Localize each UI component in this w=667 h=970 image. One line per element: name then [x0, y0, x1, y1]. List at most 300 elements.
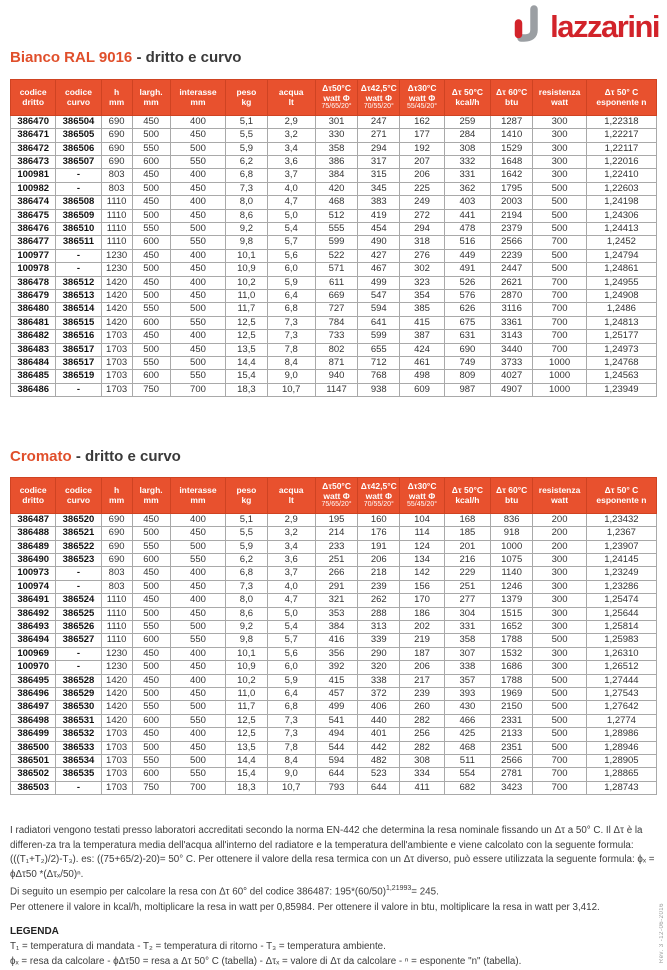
value-cell: 1703 [101, 768, 132, 781]
value-cell: 315 [358, 169, 400, 182]
value-cell: 1230 [101, 263, 132, 276]
value-cell: 1,24768 [586, 357, 656, 370]
table-row [11, 634, 657, 647]
value-cell: 266 [315, 567, 357, 580]
codice-dritto-cell: 386496 [11, 688, 56, 701]
lazzarini-logo-icon [511, 5, 543, 48]
value-cell: 599 [358, 330, 400, 343]
table-row [11, 370, 657, 383]
value-cell: 1,26310 [586, 647, 656, 660]
value-cell: 500 [533, 728, 587, 741]
table-row [11, 223, 657, 236]
value-cell: 320 [358, 661, 400, 674]
legend-block [10, 924, 660, 969]
value-cell: 490 [358, 236, 400, 249]
bianco-table [10, 79, 657, 397]
value-cell: 372 [358, 688, 400, 701]
value-cell: 1110 [101, 223, 132, 236]
table-row [11, 741, 657, 754]
value-cell: 500 [132, 661, 170, 674]
value-cell: 555 [315, 223, 357, 236]
codice-curvo-cell: - [56, 580, 101, 593]
column-header: peso kg [226, 478, 267, 514]
value-cell: 10,2 [226, 674, 267, 687]
value-cell: 1420 [101, 688, 132, 701]
value-cell: 600 [132, 714, 170, 727]
value-cell: 9,2 [226, 223, 267, 236]
table-row [11, 316, 657, 329]
column-header: Δτ50°C watt Φ 75/65/20° [315, 478, 357, 514]
table-row [11, 513, 657, 526]
table-row [11, 236, 657, 249]
value-cell: 6,8 [267, 701, 315, 714]
value-cell: 1,22016 [586, 155, 656, 168]
example-exponent: 1,21993 [385, 884, 412, 892]
codice-curvo-cell: 386535 [56, 768, 101, 781]
bianco-title-black: - dritto e curvo [132, 49, 242, 66]
value-cell: 300 [533, 142, 587, 155]
column-header: Δτ30°C watt Φ 55/45/20° [400, 80, 444, 116]
value-cell: 803 [101, 182, 132, 195]
value-cell: 411 [400, 781, 444, 794]
value-cell: 690 [101, 142, 132, 155]
value-cell: 544 [315, 741, 357, 754]
value-cell: 3116 [491, 303, 533, 316]
value-cell: 294 [358, 142, 400, 155]
value-cell: 18,3 [226, 781, 267, 794]
value-cell: 500 [533, 674, 587, 687]
value-cell: 500 [170, 621, 226, 634]
value-cell: 5,1 [226, 513, 267, 526]
value-cell: 1,22410 [586, 169, 656, 182]
column-header: peso kg [226, 80, 267, 116]
table-row [11, 209, 657, 222]
column-header: interasse mm [170, 80, 226, 116]
value-cell: 1,24955 [586, 276, 656, 289]
column-header: Δτ 50° C esponente n [586, 478, 656, 514]
value-cell: 358 [315, 142, 357, 155]
value-cell: 304 [444, 607, 490, 620]
value-cell: 356 [315, 647, 357, 660]
value-cell: 450 [170, 209, 226, 222]
value-cell: 1529 [491, 142, 533, 155]
value-cell: 1,26512 [586, 661, 656, 674]
table-row [11, 540, 657, 553]
bianco-section-title [10, 49, 241, 66]
value-cell: 10,9 [226, 661, 267, 674]
value-cell: 2,9 [267, 513, 315, 526]
value-cell: 170 [400, 594, 444, 607]
value-cell: 1703 [101, 781, 132, 794]
value-cell: 207 [400, 155, 444, 168]
value-cell: 554 [444, 768, 490, 781]
value-cell: 5,4 [267, 223, 315, 236]
revision-note: Rev. 3 -12-06-2016 [659, 902, 665, 963]
example-prefix: Di seguito un esempio per calcolare la resa con Δτ 60° del codice 386487: 195*(60/50) [10, 886, 386, 898]
value-cell: 450 [132, 567, 170, 580]
value-cell: 500 [132, 688, 170, 701]
example-suffix: = 245. [411, 886, 439, 898]
value-cell: 345 [358, 182, 400, 195]
value-cell: 938 [358, 383, 400, 396]
value-cell: 498 [400, 370, 444, 383]
value-cell: 1,24145 [586, 553, 656, 566]
value-cell: 7,8 [267, 343, 315, 356]
value-cell: 2239 [491, 249, 533, 262]
value-cell: 1147 [315, 383, 357, 396]
value-cell: 425 [444, 728, 490, 741]
value-cell: 454 [358, 223, 400, 236]
value-cell: 3,7 [267, 567, 315, 580]
value-cell: 3,6 [267, 553, 315, 566]
value-cell: 2133 [491, 728, 533, 741]
codice-curvo-cell: 386534 [56, 755, 101, 768]
value-cell: 1420 [101, 276, 132, 289]
table-row [11, 169, 657, 182]
value-cell: 321 [315, 594, 357, 607]
value-cell: 259 [444, 115, 490, 128]
value-cell: 6,8 [226, 567, 267, 580]
value-cell: 550 [170, 155, 226, 168]
value-cell: 192 [400, 142, 444, 155]
value-cell: 1140 [491, 567, 533, 580]
value-cell: 300 [533, 129, 587, 142]
codice-curvo-cell: 386532 [56, 728, 101, 741]
value-cell: 5,9 [226, 540, 267, 553]
value-cell: 442 [358, 741, 400, 754]
codice-dritto-cell: 386472 [11, 142, 56, 155]
value-cell: 450 [132, 276, 170, 289]
value-cell: 251 [315, 553, 357, 566]
value-cell: 1,2452 [586, 236, 656, 249]
table-row [11, 383, 657, 396]
value-cell: 1410 [491, 129, 533, 142]
value-cell: 441 [444, 209, 490, 222]
codice-curvo-cell: 386506 [56, 142, 101, 155]
codice-curvo-cell: 386508 [56, 196, 101, 209]
codice-dritto-cell: 386476 [11, 223, 56, 236]
value-cell: 400 [170, 513, 226, 526]
value-cell: 700 [533, 290, 587, 303]
legend-line-formula: ϕₓ = resa da calcolare - ϕΔτ50 = resa a Δτ 50° C (tabella) - Δτₓ = valore di Δτ da calcolare - ⁿ = esponente "n" (tabella). [10, 956, 522, 968]
value-cell: 450 [132, 249, 170, 262]
codice-dritto-cell: 386502 [11, 768, 56, 781]
codice-curvo-cell: - [56, 781, 101, 794]
value-cell: 5,7 [267, 634, 315, 647]
value-cell: 1,24973 [586, 343, 656, 356]
value-cell: 2,9 [267, 115, 315, 128]
cromato-title-black: - dritto e curvo [71, 448, 181, 465]
value-cell: 362 [444, 182, 490, 195]
value-cell: 500 [170, 701, 226, 714]
value-cell: 12,5 [226, 316, 267, 329]
codice-curvo-cell: - [56, 647, 101, 660]
codice-dritto-cell: 100981 [11, 169, 56, 182]
value-cell: 1110 [101, 236, 132, 249]
value-cell: 700 [533, 303, 587, 316]
value-cell: 1110 [101, 209, 132, 222]
value-cell: 2379 [491, 223, 533, 236]
value-cell: 1788 [491, 674, 533, 687]
value-cell: 700 [533, 781, 587, 794]
value-cell: 318 [400, 236, 444, 249]
value-cell: 323 [400, 276, 444, 289]
value-cell: 1000 [491, 540, 533, 553]
table-row [11, 115, 657, 128]
value-cell: 500 [132, 343, 170, 356]
value-cell: 700 [533, 755, 587, 768]
table-row [11, 330, 657, 343]
codice-curvo-cell: - [56, 182, 101, 195]
value-cell: 750 [132, 383, 170, 396]
value-cell: 277 [444, 594, 490, 607]
codice-curvo-cell: 386520 [56, 513, 101, 526]
value-cell: 219 [400, 634, 444, 647]
value-cell: 550 [132, 701, 170, 714]
codice-dritto-cell: 100978 [11, 263, 56, 276]
value-cell: 134 [400, 553, 444, 566]
bianco-title-red: Bianco RAL 9016 [10, 49, 133, 66]
value-cell: 494 [315, 728, 357, 741]
value-cell: 239 [358, 580, 400, 593]
value-cell: 393 [444, 688, 490, 701]
codice-dritto-cell: 386485 [11, 370, 56, 383]
codice-curvo-cell: 386522 [56, 540, 101, 553]
value-cell: 600 [132, 634, 170, 647]
value-cell: 308 [444, 142, 490, 155]
value-cell: 1,23286 [586, 580, 656, 593]
value-cell: 5,6 [267, 647, 315, 660]
value-cell: 611 [315, 276, 357, 289]
value-cell: 3,7 [267, 169, 315, 182]
value-cell: 1,28905 [586, 755, 656, 768]
value-cell: 1,24813 [586, 316, 656, 329]
table-row [11, 527, 657, 540]
table-row [11, 196, 657, 209]
codice-dritto-cell: 386493 [11, 621, 56, 634]
value-cell: 400 [170, 674, 226, 687]
value-cell: 1379 [491, 594, 533, 607]
value-cell: 201 [444, 540, 490, 553]
value-cell: 300 [533, 169, 587, 182]
value-cell: 3423 [491, 781, 533, 794]
value-cell: 1648 [491, 155, 533, 168]
value-cell: 7,3 [226, 580, 267, 593]
value-cell: 10,7 [267, 781, 315, 794]
value-cell: 500 [533, 209, 587, 222]
value-cell: 11,7 [226, 701, 267, 714]
value-cell: 1246 [491, 580, 533, 593]
value-cell: 450 [170, 661, 226, 674]
value-cell: 1,22318 [586, 115, 656, 128]
table-row [11, 129, 657, 142]
value-cell: 1,24563 [586, 370, 656, 383]
value-cell: 450 [170, 527, 226, 540]
value-cell: 9,8 [226, 236, 267, 249]
value-cell: 11,0 [226, 290, 267, 303]
value-cell: 500 [132, 607, 170, 620]
value-cell: 3,2 [267, 129, 315, 142]
value-cell: 5,5 [226, 527, 267, 540]
value-cell: 550 [170, 714, 226, 727]
table-row [11, 155, 657, 168]
table-row [11, 580, 657, 593]
value-cell: 1420 [101, 290, 132, 303]
value-cell: 450 [132, 647, 170, 660]
value-cell: 1110 [101, 621, 132, 634]
column-header: acqua lt [267, 478, 315, 514]
value-cell: 300 [533, 580, 587, 593]
value-cell: 3733 [491, 357, 533, 370]
value-cell: 385 [400, 303, 444, 316]
value-cell: 690 [101, 540, 132, 553]
value-cell: 354 [400, 290, 444, 303]
codice-dritto-cell: 386471 [11, 129, 56, 142]
value-cell: 2870 [491, 290, 533, 303]
value-cell: 262 [358, 594, 400, 607]
value-cell: 491 [444, 263, 490, 276]
value-cell: 251 [444, 580, 490, 593]
value-cell: 168 [444, 513, 490, 526]
codice-curvo-cell: - [56, 169, 101, 182]
value-cell: 12,5 [226, 330, 267, 343]
value-cell: 7,3 [226, 182, 267, 195]
value-cell: 216 [444, 553, 490, 566]
codice-curvo-cell: 386513 [56, 290, 101, 303]
value-cell: 809 [444, 370, 490, 383]
codice-curvo-cell: 386531 [56, 714, 101, 727]
value-cell: 1788 [491, 634, 533, 647]
value-cell: 330 [315, 129, 357, 142]
value-cell: 511 [444, 755, 490, 768]
value-cell: 1,25474 [586, 594, 656, 607]
value-cell: 2781 [491, 768, 533, 781]
value-cell: 1,2774 [586, 714, 656, 727]
codice-curvo-cell: 386517 [56, 343, 101, 356]
value-cell: 500 [533, 196, 587, 209]
value-cell: 644 [315, 768, 357, 781]
value-cell: 386 [315, 155, 357, 168]
value-cell: 500 [170, 357, 226, 370]
value-cell: 10,7 [267, 383, 315, 396]
column-header: Δτ 50°C kcal/h [444, 80, 490, 116]
value-cell: 307 [444, 647, 490, 660]
value-cell: 214 [315, 527, 357, 540]
value-cell: 802 [315, 343, 357, 356]
value-cell: 284 [444, 129, 490, 142]
value-cell: 6,0 [267, 263, 315, 276]
value-cell: 5,7 [267, 236, 315, 249]
value-cell: 7,3 [267, 728, 315, 741]
value-cell: 15,4 [226, 370, 267, 383]
value-cell: 690 [101, 513, 132, 526]
value-cell: 500 [132, 580, 170, 593]
value-cell: 185 [444, 527, 490, 540]
value-cell: 449 [444, 249, 490, 262]
value-cell: 3440 [491, 343, 533, 356]
value-cell: 1,24306 [586, 209, 656, 222]
value-cell: 3361 [491, 316, 533, 329]
codice-dritto-cell: 386474 [11, 196, 56, 209]
value-cell: 218 [358, 567, 400, 580]
cromato-table-container [10, 477, 657, 795]
value-cell: 803 [101, 580, 132, 593]
value-cell: 499 [315, 701, 357, 714]
value-cell: 10,1 [226, 249, 267, 262]
value-cell: 690 [444, 343, 490, 356]
codice-curvo-cell: 386530 [56, 701, 101, 714]
value-cell: 3,6 [267, 155, 315, 168]
value-cell: 727 [315, 303, 357, 316]
value-cell: 387 [400, 330, 444, 343]
value-cell: 500 [170, 755, 226, 768]
value-cell: 7,3 [267, 714, 315, 727]
value-cell: 256 [400, 728, 444, 741]
value-cell: 2150 [491, 701, 533, 714]
cromato-header-row [11, 478, 657, 514]
codice-dritto-cell: 386475 [11, 209, 56, 222]
value-cell: 1703 [101, 383, 132, 396]
value-cell: 733 [315, 330, 357, 343]
value-cell: 1686 [491, 661, 533, 674]
value-cell: 403 [444, 196, 490, 209]
value-cell: 10,9 [226, 263, 267, 276]
value-cell: 1703 [101, 728, 132, 741]
value-cell: 1,2367 [586, 527, 656, 540]
value-cell: 500 [533, 223, 587, 236]
value-cell: 1000 [533, 370, 587, 383]
value-cell: 5,9 [267, 674, 315, 687]
codice-dritto-cell: 100974 [11, 580, 56, 593]
value-cell: 406 [358, 701, 400, 714]
value-cell: 1110 [101, 594, 132, 607]
value-cell: 700 [533, 276, 587, 289]
value-cell: 655 [358, 343, 400, 356]
value-cell: 14,4 [226, 357, 267, 370]
value-cell: 550 [170, 634, 226, 647]
value-cell: 384 [315, 169, 357, 182]
column-header: largh. mm [132, 80, 170, 116]
value-cell: 1,23949 [586, 383, 656, 396]
value-cell: 9,0 [267, 768, 315, 781]
value-cell: 1420 [101, 303, 132, 316]
value-cell: 450 [132, 196, 170, 209]
value-cell: 332 [444, 155, 490, 168]
codice-curvo-cell: 386507 [56, 155, 101, 168]
value-cell: 400 [170, 115, 226, 128]
value-cell: 700 [533, 316, 587, 329]
value-cell: 294 [400, 223, 444, 236]
value-cell: 450 [132, 674, 170, 687]
table-row [11, 621, 657, 634]
footer-notes [10, 824, 660, 970]
value-cell: 1,23907 [586, 540, 656, 553]
value-cell: 550 [170, 316, 226, 329]
value-cell: 3143 [491, 330, 533, 343]
table-row [11, 701, 657, 714]
table-row [11, 647, 657, 660]
table-row [11, 607, 657, 620]
value-cell: 400 [170, 330, 226, 343]
value-cell: 300 [533, 607, 587, 620]
value-cell: 11,0 [226, 688, 267, 701]
value-cell: 400 [170, 594, 226, 607]
value-cell: 1,24413 [586, 223, 656, 236]
value-cell: 550 [132, 621, 170, 634]
value-cell: 1,28946 [586, 741, 656, 754]
value-cell: 415 [315, 674, 357, 687]
table-row [11, 728, 657, 741]
